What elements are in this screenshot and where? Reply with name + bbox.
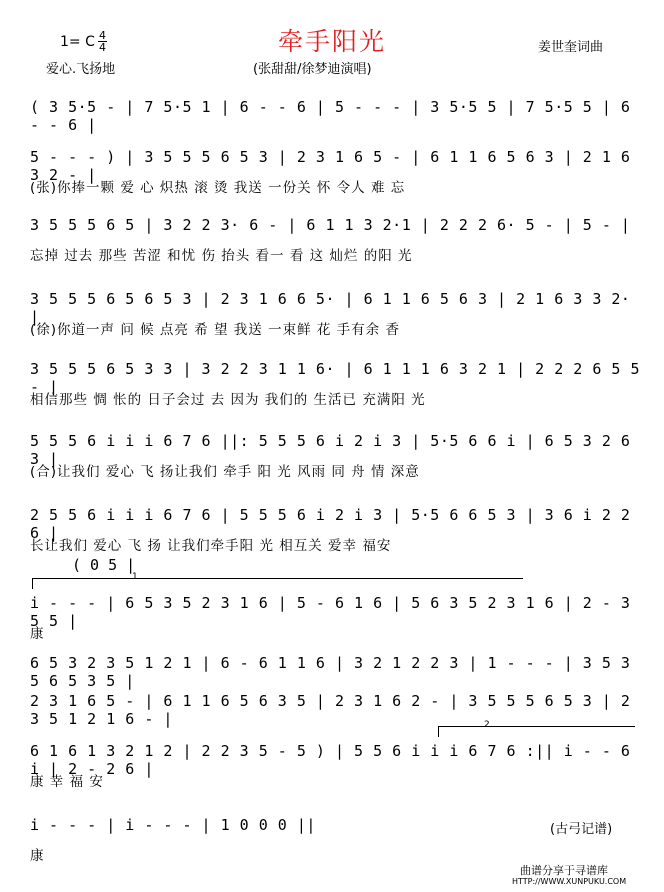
score-system-6 [30, 432, 642, 478]
score-system-3 [30, 216, 642, 262]
lyrics-row: (徐)你道一声 问 候 点亮 希 望 我送 一束鲜 花 手有余 香 [30, 322, 400, 338]
lyrics-row: (张)你捧一颗 爱 心 炽热 滚 烫 我送 一份关 怀 令人 难 忘 [30, 180, 406, 196]
score-system-7 [30, 506, 642, 552]
site-name: 曲谱分享于寻谱库 [520, 864, 608, 877]
time-signature [98, 30, 107, 53]
notation-row: 2 5 5 6 i i i 6 7 6 | 5 5 5 6 i 2 i 3 | 5·5 6 6 5 3 | 3 6 i 2 2 6 | [30, 506, 631, 542]
notation-row: 5 - - - ) | 3 5 5 5 6 5 3 | 2 3 1 6 5 - | 6 1 1 6 5 6 3 | 2 1 6 3 2 - | [30, 148, 631, 184]
volta-number-1: 1 [132, 572, 138, 582]
lyrics-row: 康 [30, 848, 45, 864]
notation-row: 6 1 6 1 3 2 1 2 | 2 2 3 5 - 5 ) | 5 5 6 i i i 6 7 6 :|| i - - 6 i | 2 - 2 6 | [30, 742, 631, 778]
volta-number-2: 2 [484, 720, 490, 730]
site-url: HTTP://WWW.XUNPUKU.COM [512, 877, 627, 886]
score-system-1 [30, 98, 642, 134]
score-system-11 [30, 742, 642, 788]
notation-row: 3 5 5 5 6 5 6 5 3 | 2 3 1 6 6 5· | 6 1 1 6 5 6 3 | 2 1 6 3 3 2· | [30, 290, 631, 326]
score-system-5 [30, 360, 642, 406]
lyrics-row: 康 幸 福 安 [30, 774, 104, 790]
lyrics-row: 相信那些 惆 怅的 日子会过 去 因为 我们的 生活已 充满阳 光 [30, 392, 426, 408]
singers: (张甜甜/徐梦迪演唱) [253, 62, 372, 77]
score-system-4 [30, 290, 642, 336]
lyrics-row: 忘掉 过去 那些 苦涩 和忧 伤 抬头 看一 看 这 灿烂 的阳 光 [30, 248, 413, 264]
score-system-10 [30, 692, 642, 728]
lyrics-row: 康 [30, 626, 45, 642]
score-system-9 [30, 654, 642, 690]
volta-bracket-1 [32, 578, 523, 589]
notation-row: 5 5 5 6 i i i 6 7 6 ||: 5 5 5 6 i 2 i 3 | 5·5 6 6 i | 6 5 3 2 6 3 | [30, 432, 631, 468]
meter-bottom: 4 [99, 41, 106, 54]
notation-row: i - - - | i - - - | 1 0 0 0 || [30, 816, 316, 834]
lyrics-row: 长让我们 爱心 飞 扬 让我们牵手阳 光 相互关 爱幸 福安 [30, 538, 392, 554]
notation-row: 3 5 5 5 6 5 | 3 2 2 3· 6 - | 6 1 1 3 2·1 | 2 2 2 6· 5 - | 5 - | [30, 216, 631, 234]
recorder-credit: (古弓记谱) [550, 822, 613, 837]
key-signature: 1= C [60, 34, 95, 50]
score-system-2 [30, 148, 642, 194]
song-title: 牵手阳光 [277, 27, 386, 56]
lyrics-row: (合)让我们 爱心 飞 扬让我们 牵手 阳 光 风雨 同 舟 情 深意 [30, 464, 420, 480]
notation-row: ( 3 5·5 - | 7 5·5 1 | 6 - - 6 | 5 - - - | 3 5·5 5 | 7 5·5 5 | 6 - - 6 | [30, 98, 631, 134]
meter-top: 4 [99, 29, 106, 42]
pickup-prefix: ( 0 5 | [72, 556, 136, 574]
notation-row: 6 5 3 2 3 5 1 2 1 | 6 - 6 1 1 6 | 3 2 1 2 2 3 | 1 - - - | 3 5 3 5 6 5 3 5 | [30, 654, 631, 690]
credits: 姜世奎词曲 [538, 40, 604, 55]
volta-bracket-2 [438, 726, 635, 737]
notation-row: 3 5 5 5 6 5 3 3 | 3 2 2 3 1 1 6· | 6 1 1 1 6 3 2 1 | 2 2 2 6 5 5 - | [30, 360, 640, 396]
notation-row: i - - - | 6 5 3 5 2 3 1 6 | 5 - 6 1 6 | 5 6 3 5 2 3 1 6 | 2 - 3 5 5 | [30, 594, 631, 630]
mood-marking: 爱心.飞扬地 [46, 62, 116, 77]
score-system-8 [30, 594, 642, 640]
notation-row: 2 3 1 6 5 - | 6 1 1 6 5 6 3 5 | 2 3 1 6 2 - | 3 5 5 5 6 5 3 | 2 3 5 1 2 1 6 - | [30, 692, 631, 728]
